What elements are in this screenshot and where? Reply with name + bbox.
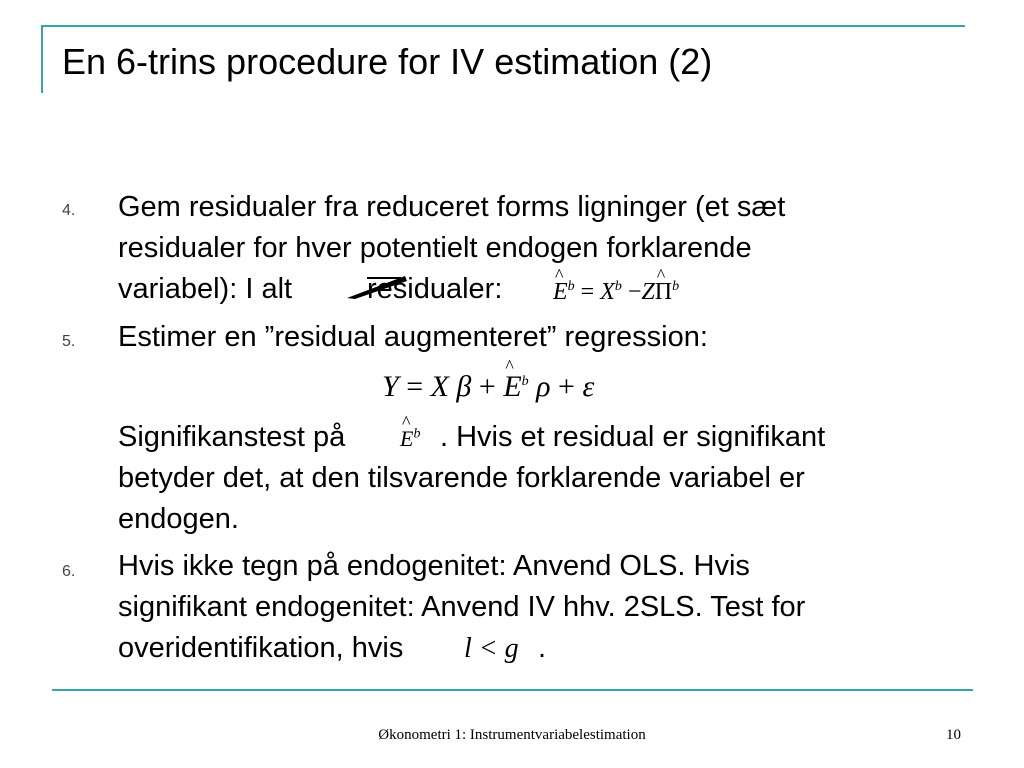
item-number-5: 5. [62, 333, 76, 350]
item6-line1: Hvis ikke tegn på endogenitet: Anvend OLS. Hvis [118, 550, 750, 582]
item5-cont-line3: endogen. [118, 503, 239, 535]
item4-line1: Gem residualer fra reduceret forms ligninger (et sæt [118, 191, 786, 223]
item4-line2: residualer for hver potentielt endogen forklarende [118, 232, 752, 264]
item6-line3b: . [538, 632, 547, 664]
item5-cont-line2: betyder det, at den tilsvarende forklarende variabel er [118, 462, 805, 494]
inline-condition: l < g [464, 633, 519, 664]
item5-cont-line1b: . Hvis et residual er signifikant [440, 421, 826, 453]
item5-cont-line1a: Signifikanstest på [118, 421, 346, 453]
item5-line1: Estimer en ”residual augmenteret” regression: [118, 321, 708, 353]
slide-title: En 6-trins procedure for IV estimation (2) [62, 41, 713, 82]
footer-text: Økonometri 1: Instrumentvariabelestimation [378, 727, 646, 743]
item-number-4: 4. [62, 202, 76, 219]
item4-line3b: residualer: [367, 273, 503, 305]
item-number-6: 6. [62, 563, 76, 580]
item6-line3a: overidentifikation, hvis [118, 632, 404, 664]
item4-line3a: variabel): I alt [118, 273, 293, 305]
item6-line2: signifikant endogenitet: Anvend IV hhv. 2SLS. Test for [118, 591, 806, 623]
footer-rule [52, 689, 973, 691]
inline-residual-symbol: ^ $E^b$ [400, 426, 420, 452]
augmented-regression-equation: Y = X β + ^ $E^b$ ρ + ε [382, 370, 594, 404]
page-number: 10 [946, 727, 961, 743]
residual-equation: ^ $E^b = X^b$ −Z^ $\Pi^b$ [553, 279, 679, 306]
